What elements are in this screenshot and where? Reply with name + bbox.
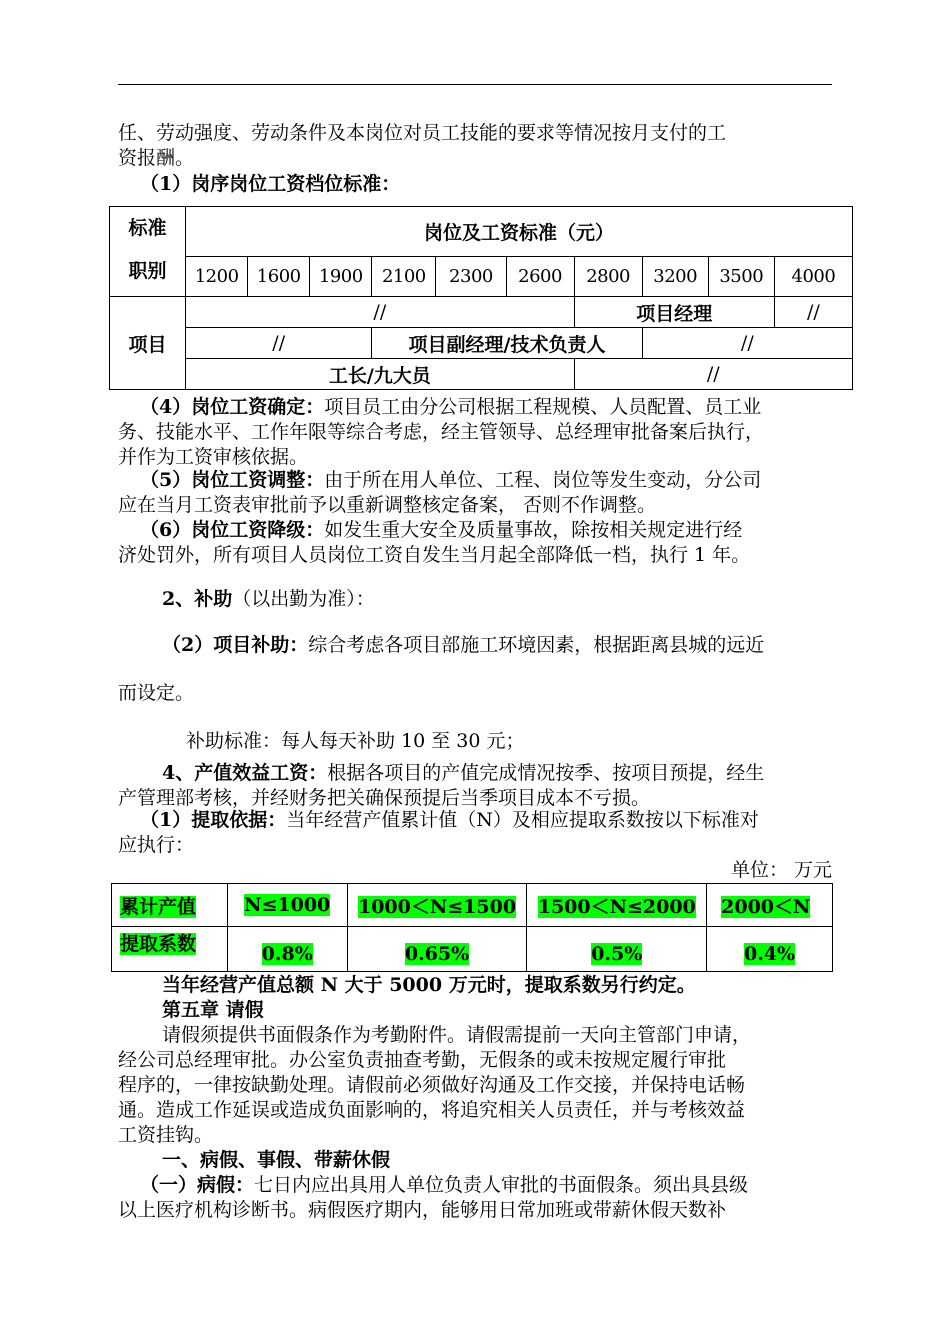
range-text: 1500＜N≤2000 (537, 895, 696, 918)
project-subsidy-line-2: 而设定。 (118, 682, 195, 704)
salary-level-table (109, 206, 853, 390)
row1-slash-a: // (186, 297, 574, 328)
coefficient-cell (527, 927, 707, 972)
coefficient-cell (707, 927, 833, 972)
coefficient-text: 0.5% (591, 943, 643, 965)
output-benefit-line-1: 根据各项目的产值完成情况按季、按项目预提，经生 (327, 762, 765, 784)
subsidy-heading-note: （以出勤为准）： (232, 588, 375, 610)
corner-top-label: 标准 (128, 217, 167, 239)
output-benefit-label: 4、产值效益工资： (162, 762, 328, 784)
note-over-5000: 当年经营产值总额 N 大于 5000 万元时，提取系数另行约定。 (162, 974, 696, 996)
level-cell: 3500 (708, 257, 774, 297)
sick-leave-line-1: 七日内应出具用人单位负责人审批的书面假条。须出具县级 (254, 1174, 749, 1196)
row-label-cumulative-output (112, 884, 228, 927)
sick-leave-line-2: 以上医疗机构诊断书。病假医疗期内，能够用日常加班或带薪休假天数补 (118, 1199, 727, 1221)
row-label-extraction-coefficient (112, 927, 228, 972)
chapter-5-title: 第五章 请假 (162, 999, 264, 1021)
range-cell (527, 884, 707, 927)
corner-cell (110, 207, 186, 297)
leave-line-5: 工资挂钩。 (118, 1124, 214, 1146)
leave-line-3: 程序的，一律按缺勤处理。请假前必须做好沟通及工作交接，并保持电话畅 (118, 1074, 746, 1096)
level-cell: 1200 (186, 257, 248, 297)
para5-line-2: 应在当月工资表审批前予以重新调整核定备案， 否则不作调整。 (118, 494, 657, 516)
role-project-manager: 项目经理 (574, 297, 774, 328)
range-cell (347, 884, 527, 927)
row1-slash-b: // (774, 297, 852, 328)
intro-line-2: 资报酬。 (118, 147, 195, 169)
para6-line-1: 如发生重大安全及质量事故，除按相关规定进行经 (324, 519, 743, 541)
unit-label: 单位： 万元 (730, 859, 832, 881)
salary-standard-header: 岗位及工资标准（元） (186, 207, 853, 257)
sick-leave-label: （一）病假： (140, 1174, 255, 1196)
corner-bottom-label: 职别 (128, 260, 167, 282)
role-foreman: 工长/九大员 (186, 359, 574, 390)
subsidy-heading-label: 2、补助 (162, 588, 233, 610)
row3-slash-b: // (574, 359, 852, 390)
project-label: 项目 (110, 297, 186, 390)
para-output-benefit (162, 761, 878, 786)
para5-line-1: 由于所在用人单位、工程、岗位等发生变动，分公司 (324, 469, 762, 491)
para-salary-adjustment (140, 468, 856, 493)
project-subsidy-line-1: 综合考虑各项目部施工环境因素，根据距离县城的远近 (308, 634, 765, 656)
para5-label: （5）岗位工资调整： (140, 469, 325, 491)
project-subsidy (162, 633, 878, 658)
para-salary-determination (140, 395, 856, 420)
subsidy-heading (162, 587, 878, 612)
extraction-basis-label: （1）提取依据： (140, 809, 287, 831)
intro-line-1: 任、劳动强度、劳动条件及本岗位对员工技能的要求等情况按月支付的工 (118, 122, 727, 144)
level-cell: 1900 (310, 257, 372, 297)
range-cell (707, 884, 833, 927)
leave-line-4: 通。造成工作延误或造成负面影响的，将追究相关人员责任，并与考核效益 (118, 1099, 746, 1121)
para4-label: （4）岗位工资确定： (140, 396, 325, 418)
row-label-extraction-coefficient-text: 提取系数 (120, 933, 197, 955)
level-cell: 4000 (774, 257, 852, 297)
coefficient-text: 0.4% (744, 943, 796, 965)
para4-line-3: 并作为工资审核依据。 (118, 446, 309, 468)
coefficient-cell (227, 927, 347, 972)
para-sick-leave (140, 1173, 856, 1198)
level-cell: 3200 (642, 257, 708, 297)
coefficient-text: 0.8% (261, 943, 313, 965)
extraction-basis-line-2: 应执行： (118, 834, 195, 856)
para4-line-2: 务、技能水平、工作年限等综合考虑，经主管领导、总经理审批备案后执行， (118, 421, 765, 443)
level-cell: 2300 (436, 257, 506, 297)
para6-label: （6）岗位工资降级： (140, 519, 325, 541)
extraction-basis-line-1: 当年经营产值累计值（N）及相应提取系数按以下标准对 (286, 809, 759, 831)
header-rule (118, 84, 832, 85)
project-subsidy-label: （2）项目补助： (162, 634, 309, 656)
range-text: 1000＜N≤1500 (357, 895, 517, 918)
para-salary-downgrade (140, 518, 856, 543)
para4-line-1: 项目员工由分公司根据工程规模、人员配置、员工业 (324, 396, 762, 418)
extraction-coefficient-table (111, 883, 833, 972)
coefficient-text: 0.65% (404, 943, 470, 965)
role-deputy-manager: 项目副经理/技术负责人 (372, 328, 642, 359)
row-label-cumulative-output-text: 累计产值 (120, 895, 197, 918)
row2-slash-a: // (186, 328, 372, 359)
section-heading-salary-levels: （1）岗序岗位工资档位标准： (140, 173, 401, 195)
para6-line-2: 济处罚外，所有项目人员岗位工资自发生当月起全部降低一档，执行 1 年。 (118, 544, 751, 566)
leave-types-heading: 一、病假、事假、带薪休假 (162, 1149, 391, 1171)
range-text: N≤1000 (244, 894, 331, 916)
subsidy-standard: 补助标准：每人每天补助 10 至 30 元； (186, 730, 525, 752)
level-cell: 2800 (574, 257, 642, 297)
level-cell: 2100 (372, 257, 436, 297)
leave-line-2: 经公司总经理审批。办公室负责抽查考勤，无假条的或未按规定履行审批 (118, 1049, 727, 1071)
para-extraction-basis (140, 808, 856, 833)
row2-slash-b: // (642, 328, 852, 359)
level-cell: 1600 (248, 257, 310, 297)
level-cell: 2600 (506, 257, 574, 297)
range-cell (227, 884, 347, 927)
range-text: 2000＜N (721, 895, 811, 918)
coefficient-cell (347, 927, 527, 972)
leave-line-1: 请假须提供书面假条作为考勤附件。请假需提前一天向主管部门申请， (162, 1024, 752, 1046)
output-benefit-line-2: 产管理部考核，并经财务把关确保预提后当季项目成本不亏损。 (118, 787, 651, 809)
